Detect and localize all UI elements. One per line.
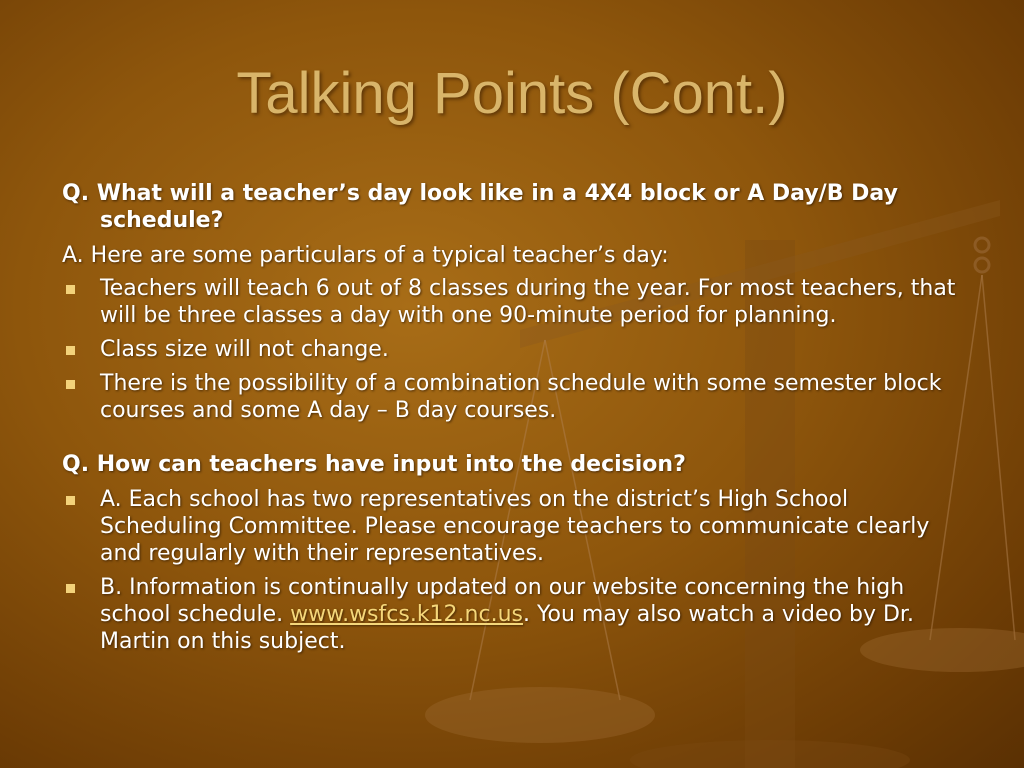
square-bullet-icon [66,584,75,593]
bullet-item [62,275,972,329]
bullet-text: A. Each school has two representatives on the district’s High School Scheduling Committee. Please encourage teachers to communicate clearly and regularly with their representatives. [100,487,930,566]
bullet-item [62,574,972,655]
slide-title: Talking Points (Cont.) [236,61,788,126]
square-bullet-icon [66,285,75,294]
square-bullet-icon [66,380,75,389]
answer-1-intro: A. Here are some particulars of a typical teacher’s day: [62,243,669,268]
bullet-text: Class size will not change. [100,337,389,362]
bullet-item [62,486,972,567]
question-1: Q. What will a teacher’s day look like in a 4X4 block or A Day/B Day schedule? [62,181,898,233]
slide-body [62,180,972,662]
website-link[interactable]: www.wsfcs.k12.nc.us [290,602,523,627]
square-bullet-icon [66,346,75,355]
bullet-item [62,370,972,424]
bullet-text-after-link: . You may also watch a video by Dr. Martin on this subject. [100,602,914,654]
question-2: Q. How can teachers have input into the decision? [62,452,686,477]
bullet-text: There is the possibility of a combination schedule with some semester block courses and some A day – B day courses. [100,371,942,423]
bullet-text-before-link: B. Information is continually updated on our website concerning the high school schedule. [100,575,905,627]
square-bullet-icon [66,496,75,505]
bullet-text: Teachers will teach 6 out of 8 classes during the year. For most teachers, that will be three classes a day with one 90-minute period for planning. [100,276,956,328]
bullet-item [62,336,972,363]
